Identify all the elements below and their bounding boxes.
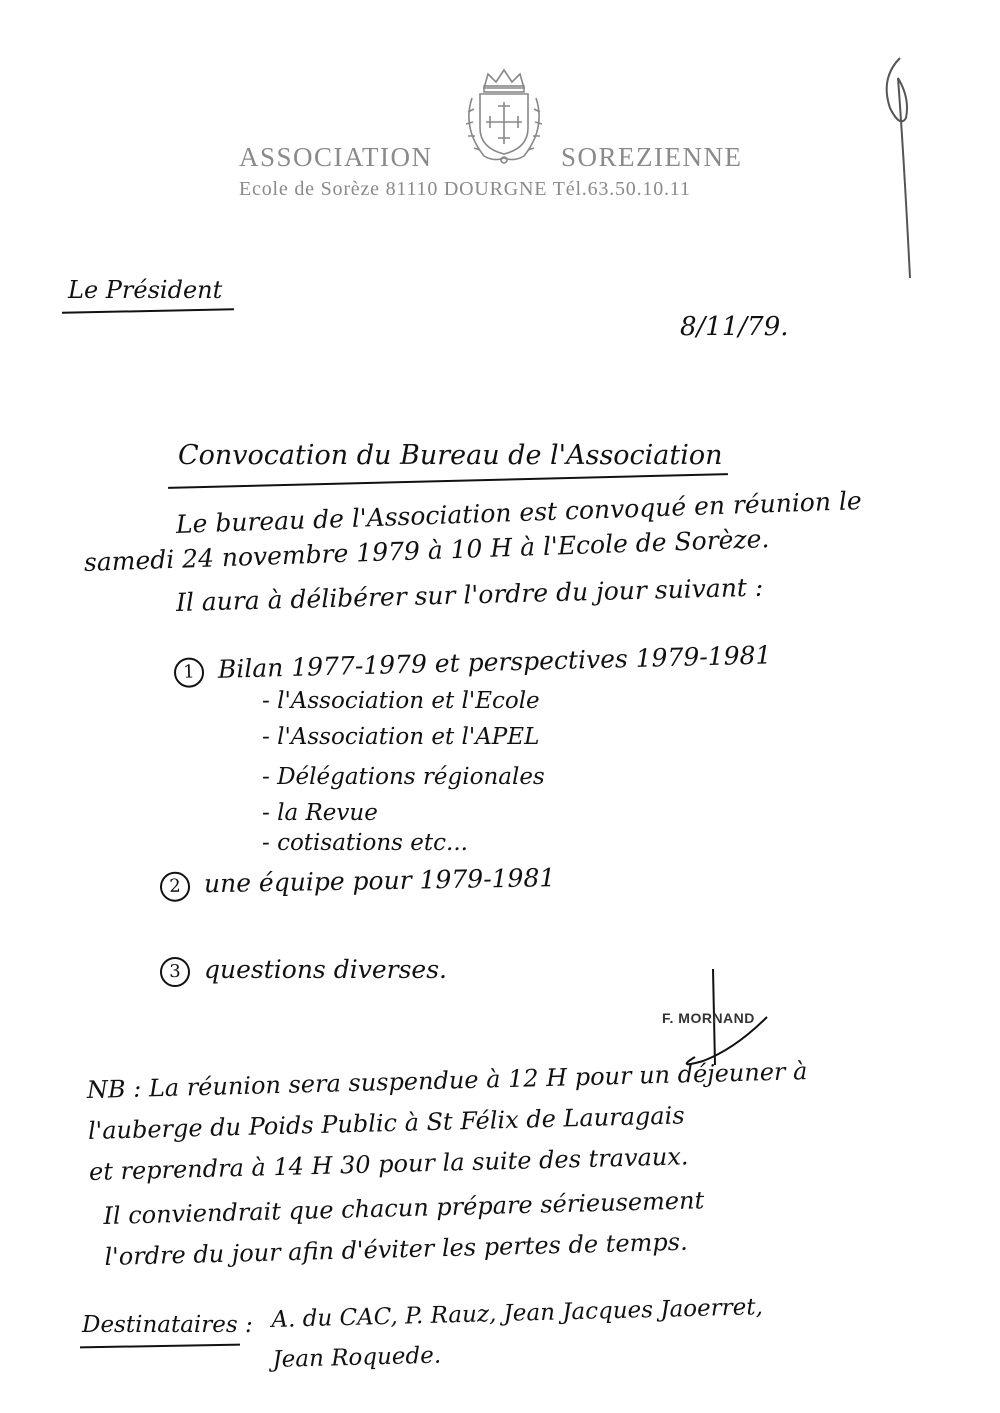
recipients-list — [271, 1287, 764, 1380]
letter-date: 8/11/79. — [680, 312, 789, 342]
agenda-text-2: une équipe pour 1979-1981 — [203, 863, 556, 899]
letterhead-address: Ecole de Sorèze 81110 DOURGNE Tél.63.50.10.11 — [239, 178, 691, 200]
sender-title: Le Président — [68, 276, 223, 304]
sender-underline — [62, 308, 234, 314]
agenda-number-3: 3 — [160, 957, 190, 987]
recipients-label: Destinataires : — [82, 1312, 253, 1338]
crest-logo-icon — [454, 62, 554, 170]
agenda-subitem: - la Revue — [262, 800, 378, 826]
nb-note — [86, 1051, 810, 1192]
body-line-3: Il aura à délibérer sur l'ordre du jour suivant : — [175, 572, 764, 617]
agenda-item-1 — [174, 640, 772, 687]
letterhead-org-left: ASSOCIATION — [239, 142, 433, 172]
body-line-1: Le bureau de l'Association est convoqué en réunion le — [175, 486, 863, 539]
recipients-line-2: Jean Roquede. — [272, 1342, 442, 1374]
nb-line-2: l'auberge du Poids Public à St Félix de Lauragais — [87, 1101, 685, 1145]
agenda-item-2 — [160, 863, 556, 901]
agenda-subitem: - l'Association et l'Ecole — [262, 688, 540, 714]
agenda-number-2: 2 — [160, 871, 191, 902]
name-stamp: F. MORNAND — [662, 1010, 755, 1026]
agenda-subitem: - cotisations etc... — [262, 830, 468, 856]
letterhead-org-right: SOREZIENNE — [561, 142, 743, 172]
agenda-subitem: - l'Association et l'APEL — [262, 724, 540, 750]
agenda-item-3 — [160, 955, 447, 987]
recipients-underline — [80, 1344, 240, 1349]
body-line-2: samedi 24 novembre 1979 à 10 H à l'Ecole de Sorèze. — [83, 524, 770, 577]
agenda-text-1: Bilan 1977-1979 et perspectives 1979-1981 — [217, 640, 772, 684]
margin-mark-icon — [870, 38, 930, 298]
recipients-line-1: A. du CAC, P. Rauz, Jean Jacques Jaoerret, — [271, 1294, 764, 1334]
agenda-subitem: - Délégations régionales — [262, 764, 545, 790]
letter-subject: Convocation du Bureau de l'Association — [178, 440, 723, 471]
closing-line-2: l'ordre du jour afin d'éviter les pertes de temps. — [104, 1227, 688, 1271]
closing-line-1: Il conviendrait que chacun prépare sérieusement — [103, 1186, 705, 1231]
subject-underline — [168, 473, 728, 489]
closing-note — [103, 1180, 706, 1277]
agenda-text-3: questions diverses. — [204, 955, 447, 984]
nb-line-3: et reprendra à 14 H 30 pour la suite des travaux. — [88, 1141, 689, 1186]
nb-line-1: NB : La réunion sera suspendue à 12 H pour un déjeuner à — [86, 1057, 808, 1105]
agenda-number-1: 1 — [174, 657, 205, 688]
